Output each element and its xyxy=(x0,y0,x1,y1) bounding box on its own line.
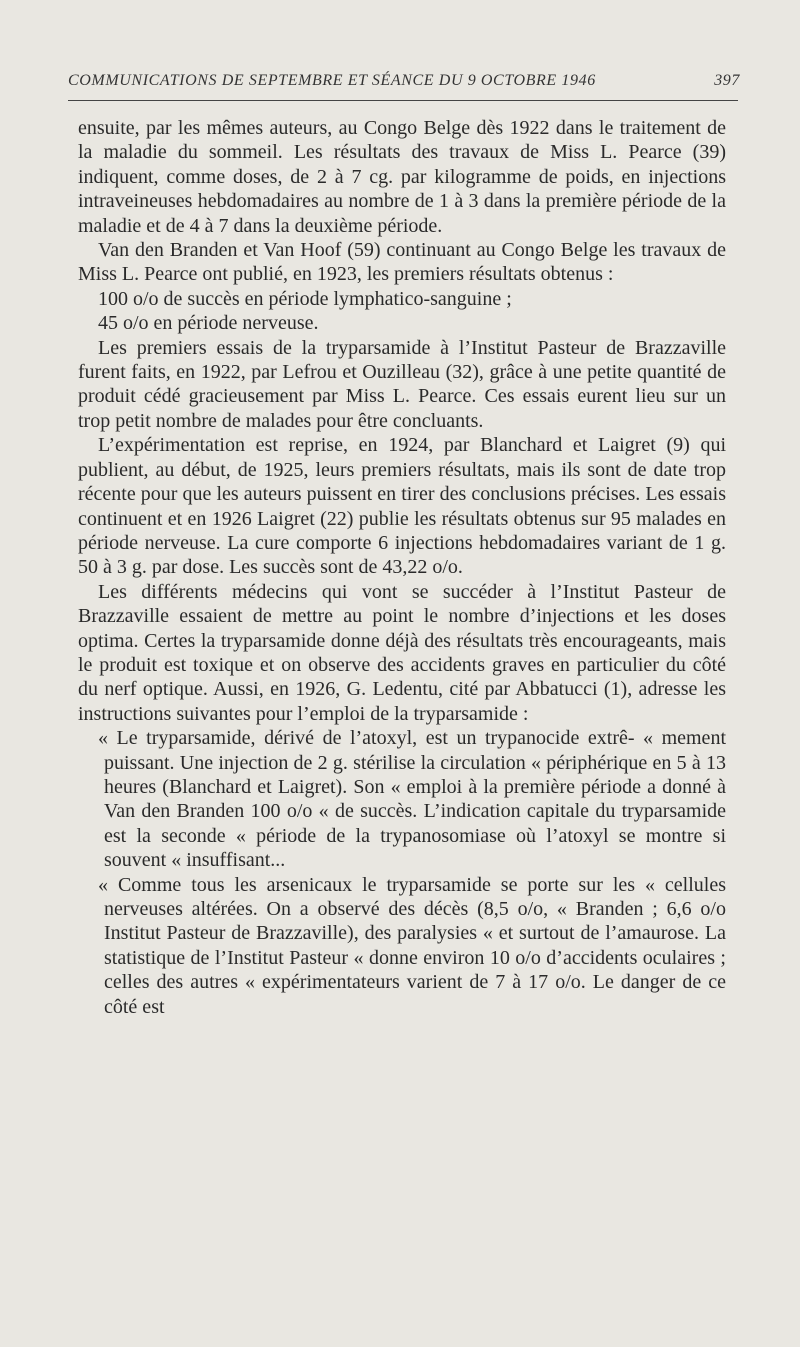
quotation-1: « Le tryparsamide, dérivé de l’atoxyl, est un trypanocide extrê- « mement puissant. Une injection de 2 g. stérilise la circulation « périphérique en 5 à 13 heures (Blanchard et Laigret). Son « emploi à la première période a donné à Van den Branden 100 o/o « de succès. L’indication capitale du tryparsamide est la seconde « période de la trypanosomiase où l’atoxyl se montre si souvent « insuffisant... xyxy=(98,727,726,872)
paragraph-1: ensuite, par les mêmes auteurs, au Congo Belge dès 1922 dans le traitement de la maladie du sommeil. Les résultats des travaux de Miss L. Pearce (39) indiquent, comme doses, de 2 à 7 cg. par kilogramme de poids, en injections intraveineuses hebdomadaires au nombre de 1 à 3 dans la première période de la maladie et de 4 à 7 dans la deuxième période. xyxy=(78,117,726,237)
result-line-2: 45 o/o en période nerveuse. xyxy=(98,312,319,335)
paragraph-3: Les premiers essais de la tryparsamide à l’Institut Pasteur de Brazzaville furent faits, en 1922, par Lefrou et Ouzilleau (32), grâce à une petite quantité de produit cédé gracieusement par Miss L. Pearce. Ces essais eurent lieu sur un trop petit nombre de malades pour être concluants. xyxy=(78,336,726,432)
result-line-1: 100 o/o de succès en période lymphatico-sanguine ; xyxy=(98,287,512,310)
page-body xyxy=(78,116,726,1019)
paragraph-2: Van den Branden et Van Hoof (59) continuant au Congo Belge les travaux de Miss L. Pearce ont publié, en 1923, les premiers résultats obtenus : xyxy=(78,239,726,286)
header-rule xyxy=(68,100,738,101)
page-number: 397 xyxy=(714,72,740,89)
paragraph-4: L’expérimentation est reprise, en 1924, par Blanchard et Laigret (9) qui publient, au début, de 1925, leurs premiers résultats, mais ils sont de date trop récente pour que les auteurs puissent en tirer des conclusions précises. Les essais continuent et en 1926 Laigret (22) publie les résultats obtenus sur 95 malades en période nerveuse. La cure comporte 6 injections hebdomadaires variant de 1 g. 50 à 3 g. par dose. Les succès sont de 43,22 o/o. xyxy=(78,434,726,579)
quotation-2: « Comme tous les arsenicaux le tryparsamide se porte sur les « cellules nerveuses altérées. On a observé des décès (8,5 o/o, « Branden ; 6,6 o/o Institut Pasteur de Brazzaville), des paralysies « et surtout de l’amaurose. La statistique de l’Institut Pasteur « donne environ 10 o/o d’accidents oculaires ; celles des autres « expérimentateurs varient de 7 à 17 o/o. Le danger de ce côté est xyxy=(98,873,726,1018)
paragraph-5: Les différents médecins qui vont se succéder à l’Institut Pasteur de Brazzaville essaient de mettre au point le nombre d’injections et les doses optima. Certes la tryparsamide donne déjà des résultats très encourageants, mais le produit est toxique et on observe des accidents graves en particulier du côté du nerf optique. Aussi, en 1926, G. Ledentu, cité par Abbatucci (1), adresse les instructions suivantes pour l’emploi de la tryparsamide : xyxy=(78,580,726,725)
running-title: COMMUNICATIONS DE SEPTEMBRE ET SÉANCE DU 9 OCTOBRE 1946 xyxy=(68,72,596,89)
running-header xyxy=(68,72,740,90)
